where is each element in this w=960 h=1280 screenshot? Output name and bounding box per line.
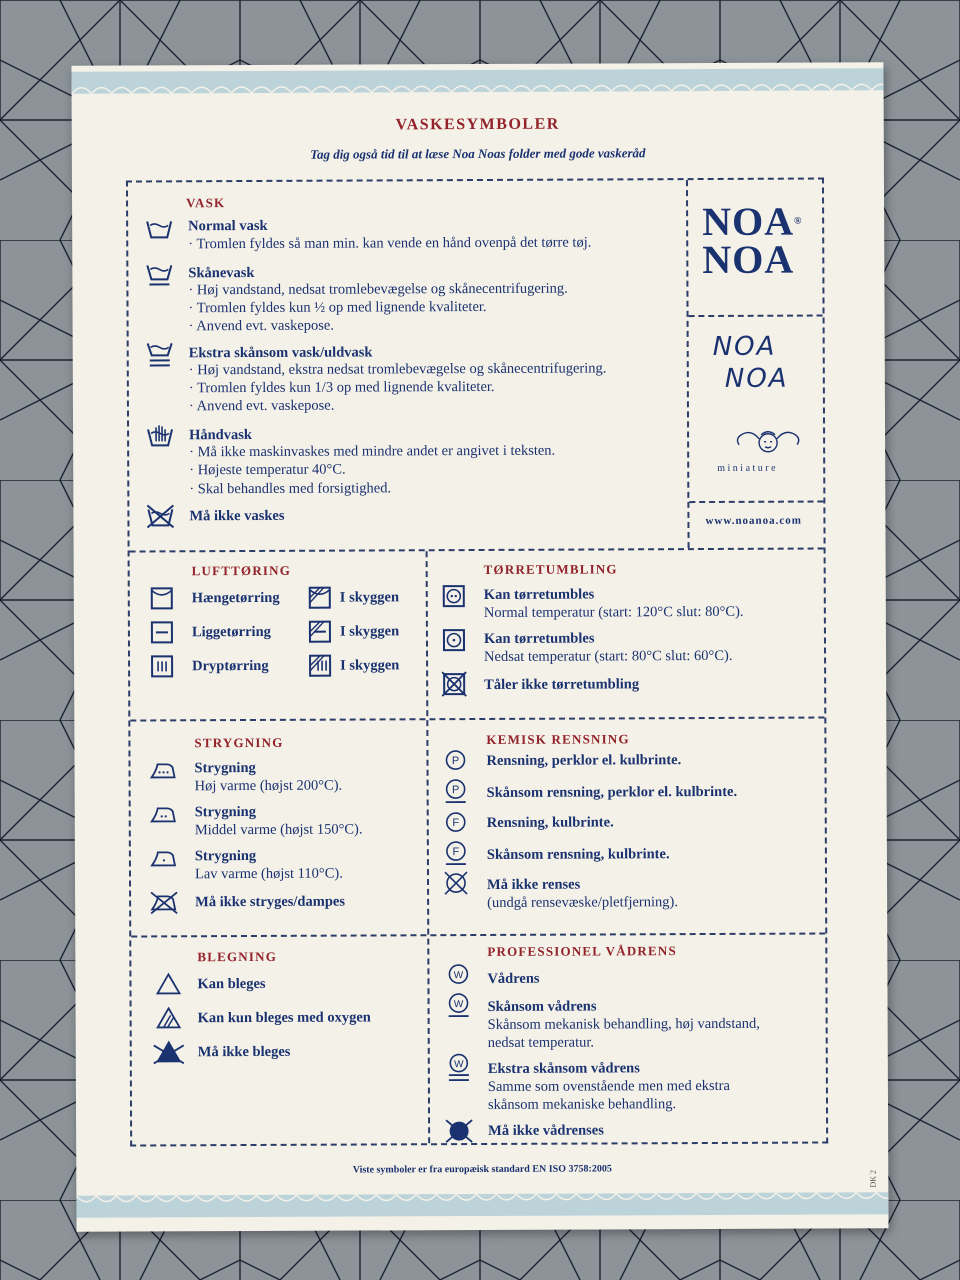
section-heading-blegning: BLEGNING xyxy=(197,948,278,965)
kemisk-item-4-title: Skånsom rensning, kulbrinte. xyxy=(486,846,670,863)
vask-item-3-line-1: · Høj vandstand, ekstra nedsat tromlebevægelse og skånecentrifugering. xyxy=(188,360,607,379)
vask-item-2-title: Skånevask xyxy=(188,264,255,282)
vask-item-2-line-2: · Tromlen fyldes kun ½ op med lignende kvaliteter. xyxy=(188,298,487,317)
miniature-label: miniature xyxy=(717,462,779,474)
logo-line-1: NOA xyxy=(702,198,795,245)
lufttoring-label-1: Hængetørring xyxy=(191,589,280,607)
kemisk-item-5-line: (undgå rensevæske/pletfjerning). xyxy=(487,894,679,911)
iron-high-icon xyxy=(148,757,178,783)
vaadrens-item-3-line-1: Samme som ovenstående men med ekstra xyxy=(487,1077,730,1095)
do-not-wetclean-icon xyxy=(444,1118,474,1144)
hand-logo-line-1: NOA xyxy=(712,331,777,362)
section-heading-torretumbling: TØRRETUMBLING xyxy=(483,561,618,577)
extra-gentle-wash-icon xyxy=(145,341,175,367)
section-heading-vask: VASK xyxy=(186,195,226,211)
blegning-item-1: Kan bleges xyxy=(197,975,266,993)
tumble-dry-normal-icon xyxy=(440,584,470,610)
vaadrens-item-4-title: Må ikke vådrenses xyxy=(488,1122,604,1139)
strygning-item-4-title: Må ikke stryges/dampes xyxy=(195,893,345,911)
registered-mark: ® xyxy=(794,215,803,227)
kemisk-item-3-title: Rensning, kulbrinte. xyxy=(486,814,614,831)
vaadrens-item-2-line-2: nedsat temperatur. xyxy=(487,1034,595,1051)
vaadrens-item-2-line-1: Skånsom mekanisk behandling, høj vandstand, xyxy=(487,1015,760,1033)
tumble-dry-low-icon xyxy=(440,628,470,654)
kemisk-item-5-title: Må ikke renses xyxy=(487,876,581,893)
iron-low-icon xyxy=(149,845,179,871)
strygning-item-2-line: Middel varme (højst 150°C). xyxy=(194,821,363,839)
strygning-item-3-line: Lav varme (højst 110°C). xyxy=(194,865,343,883)
wetclean-letter: W xyxy=(453,999,464,1011)
section-heading-kemisk: KEMISK RENSNING xyxy=(486,731,630,747)
dryclean-letter: P xyxy=(451,784,460,797)
handwritten-logo xyxy=(713,331,789,395)
vask-item-1-title: Normal vask xyxy=(188,217,268,235)
wetclean-extra-gentle-icon xyxy=(444,1054,474,1080)
vask-item-3-line-3: · Anvend evt. vaskepose. xyxy=(188,397,335,415)
torretumbling-item-1-line: Normal temperatur (start: 120°C slut: 80°C). xyxy=(483,603,744,621)
vask-item-3-title: Ekstra skånsom vask/uldvask xyxy=(188,344,373,362)
vaadrens-item-1-title: Vådrens xyxy=(487,970,540,987)
wash-tub-icon xyxy=(144,215,174,241)
vaadrens-item-3-title: Ekstra skånsom vådrens xyxy=(487,1060,640,1077)
drip-dry-shade-icon xyxy=(306,653,336,679)
vask-item-4-line-2: · Højeste temperatur 40°C. xyxy=(189,461,346,479)
gentle-wash-icon xyxy=(144,261,174,287)
vask-item-3-line-2: · Tromlen fyldes kun 1/3 op med lignende kvaliteter. xyxy=(188,378,495,397)
dryclean-letter: F xyxy=(452,846,460,859)
do-not-dryclean-icon xyxy=(441,870,471,896)
dryclean-letter: F xyxy=(452,817,460,830)
blegning-item-2: Kan kun bleges med oxygen xyxy=(197,1009,371,1027)
vask-item-1-line-1: · Tromlen fyldes så man min. kan vende en hånd ovenpå det tørre tøj. xyxy=(188,234,592,253)
bottom-decorative-band xyxy=(76,1192,888,1218)
vask-item-2-line-3: · Anvend evt. vaskepose. xyxy=(188,317,335,335)
line-dry-icon xyxy=(148,585,178,611)
card-code: DK 2 xyxy=(868,1169,878,1188)
do-not-bleach-icon xyxy=(154,1039,184,1065)
do-not-wash-icon xyxy=(145,503,175,529)
torretumbling-item-3-title: Tåler ikke tørretumbling xyxy=(484,676,640,693)
kemisk-item-1-title: Rensning, perklor el. kulbrinte. xyxy=(486,752,682,769)
page-title: VASKESYMBOLER xyxy=(395,115,560,134)
strygning-item-2-title: Strygning xyxy=(194,803,257,821)
wetclean-gentle-icon xyxy=(444,992,474,1018)
dryclean-f-icon xyxy=(441,810,471,836)
vask-item-5-title: Må ikke vaskes xyxy=(189,507,285,525)
wetclean-letter: W xyxy=(454,1059,464,1071)
kemisk-item-2-title: Skånsom rensning, perklor el. kulbrinte. xyxy=(486,783,738,801)
bleach-allowed-icon xyxy=(153,971,183,997)
lufttoring-shade-1: I skyggen xyxy=(339,589,400,606)
top-decorative-band xyxy=(71,68,883,94)
vask-item-2-line-1: · Høj vandstand, nedsat tromlebevægelse og skånecentrifugering. xyxy=(188,280,568,299)
flat-dry-shade-icon xyxy=(306,619,336,645)
section-heading-strygning: STRYGNING xyxy=(194,734,284,751)
hand-logo-line-2: NOA xyxy=(724,363,789,394)
vask-item-4-line-3: · Skal behandles med forsigtighed. xyxy=(189,480,392,498)
iron-medium-icon xyxy=(149,801,179,827)
lufttoring-shade-2: I skyggen xyxy=(339,623,400,640)
dryclean-p-gentle-icon xyxy=(441,778,471,804)
dryclean-f-gentle-icon xyxy=(441,840,471,866)
torretumbling-item-2-title: Kan tørretumbles xyxy=(483,630,595,647)
strygning-item-3-title: Strygning xyxy=(194,847,257,865)
noa-noa-logo xyxy=(702,198,822,283)
drip-dry-icon xyxy=(148,653,178,679)
logo-line-2: NOA xyxy=(702,236,795,283)
lufttoring-label-3: Dryptørring xyxy=(192,657,269,675)
vaadrens-item-3-line-2: skånsom mekaniske behandling. xyxy=(487,1096,677,1113)
vask-item-4-title: Håndvask xyxy=(189,426,252,444)
flat-dry-icon xyxy=(148,619,178,645)
strygning-item-1-line: Høj varme (højst 200°C). xyxy=(194,777,343,795)
wetclean-letter: W xyxy=(453,970,464,982)
do-not-iron-icon xyxy=(149,889,179,915)
do-not-tumble-dry-icon xyxy=(440,672,470,698)
hand-wash-icon xyxy=(145,423,175,449)
strygning-item-1-title: Strygning xyxy=(194,759,256,777)
dryclean-p-icon xyxy=(440,748,470,774)
line-dry-shade-icon xyxy=(306,585,336,611)
lufttoring-label-2: Liggetørring xyxy=(191,623,271,641)
dryclean-letter: P xyxy=(451,755,460,768)
section-heading-lufttoring: LUFTTØRING xyxy=(191,562,292,579)
vaadrens-item-2-title: Skånsom vådrens xyxy=(487,998,597,1015)
lufttoring-shade-3: I skyggen xyxy=(340,657,400,674)
care-label-card xyxy=(71,62,888,1232)
section-heading-vaadrens: PROFESSIONEL VÅDRENS xyxy=(487,943,677,959)
oxygen-bleach-icon xyxy=(154,1005,184,1031)
standard-footnote: Viste symboler er fra europæisk standard EN ISO 3758:2005 xyxy=(352,1163,612,1176)
torretumbling-item-1-title: Kan tørretumbles xyxy=(483,586,595,603)
wetclean-icon xyxy=(443,962,473,988)
page-subtitle: Tag dig også tid til at læse Noa Noas folder med gode vaskeråd xyxy=(310,145,646,162)
vask-item-4-line-1: · Må ikke maskinvaskes med mindre andet er angivet i teksten. xyxy=(189,442,556,461)
torretumbling-item-2-line: Nedsat temperatur (start: 80°C slut: 60°C). xyxy=(484,647,733,665)
blegning-item-3: Må ikke bleges xyxy=(197,1043,291,1061)
website-url: www.noanoa.com xyxy=(705,514,802,528)
girl-face-icon xyxy=(733,425,803,455)
